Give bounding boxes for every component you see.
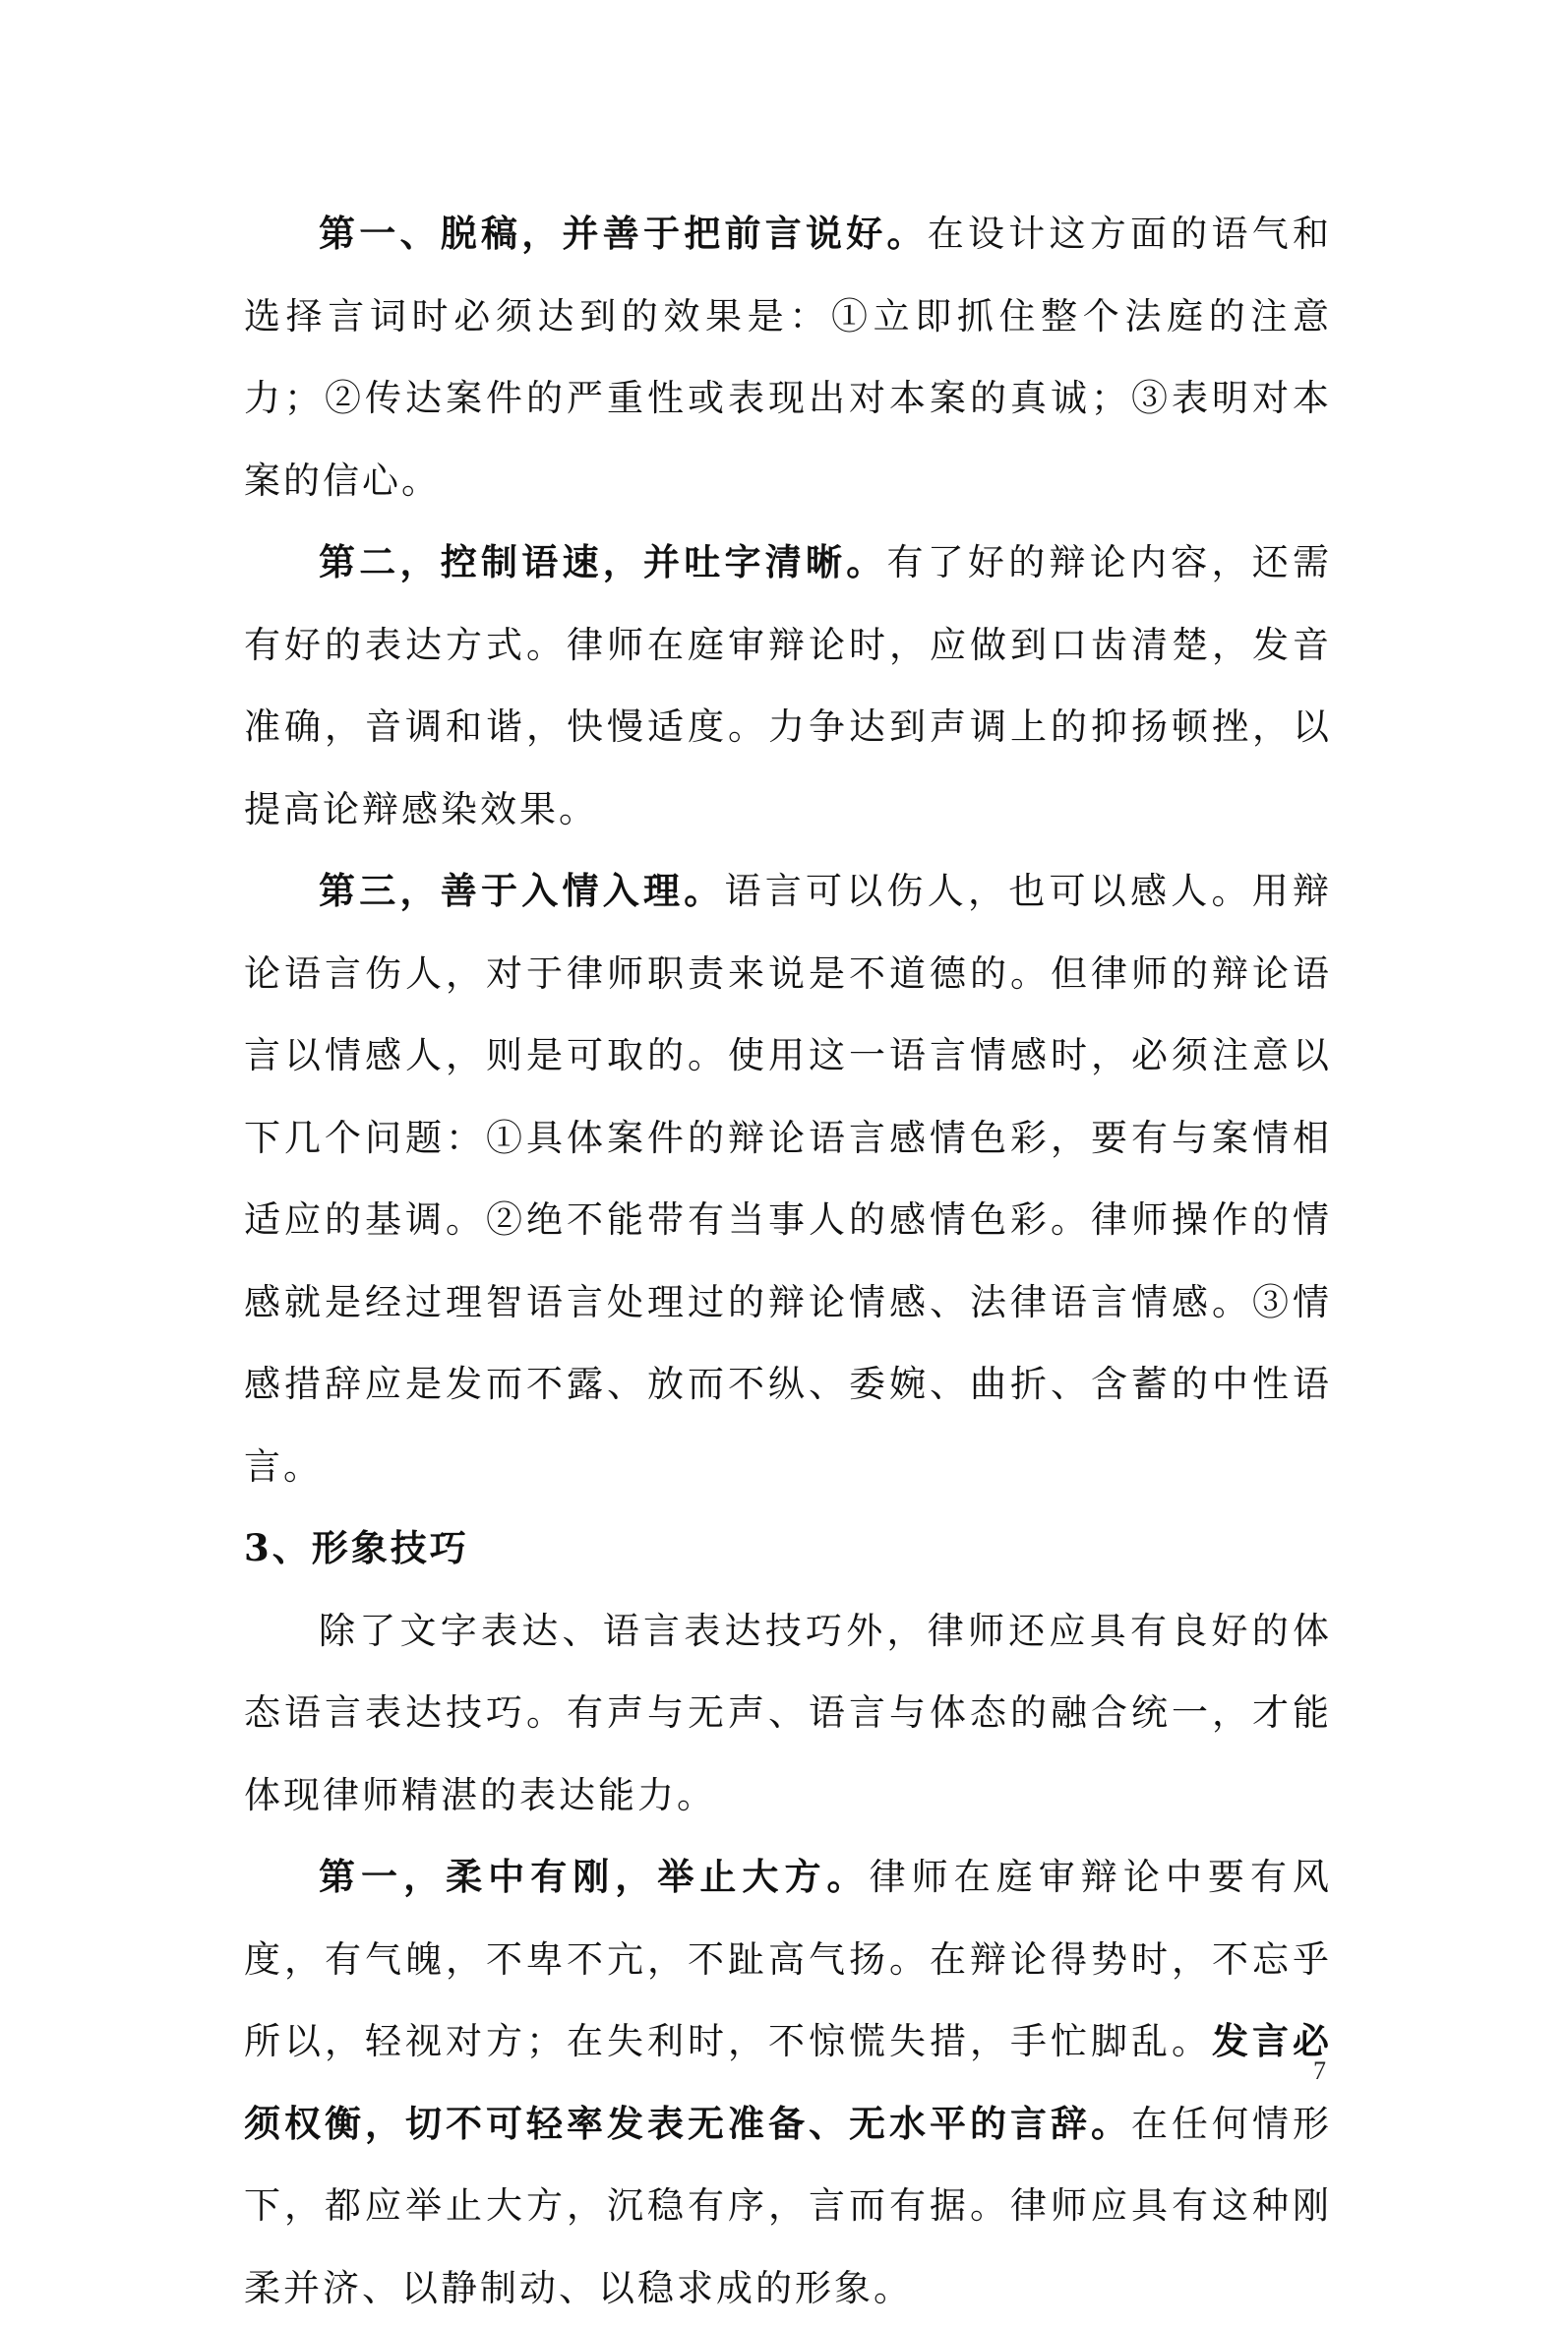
paragraph-2: [244, 521, 1332, 850]
paragraph-1-text: 在设计这方面的语气和选择言词时必须达到的效果是：①立即抓住整个法庭的注意力；②传达案件的严重性或表现出对本案的真诚；③表明对本案的信心。: [244, 213, 1332, 502]
paragraph-final: [244, 1836, 1332, 2329]
document-body: [244, 193, 1332, 2329]
paragraph-final-text-2: 在任何情形下，都应举止大方，沉稳有序，言而有据。律师应具有这种刚柔并济、以静制动、以稳求成的形象。: [244, 2102, 1332, 2309]
paragraph-3-lead: 第三，善于入情入理。: [319, 869, 725, 912]
paragraph-2-text: 有了好的辩论内容，还需有好的表达方式。律师在庭审辩论时，应做到口齿清楚，发音准确，音调和谐，快慢适度。力争达到声调上的抑扬顿挫，以提高论辩感染效果。: [244, 541, 1332, 830]
paragraph-2-lead: 第二，控制语速，并吐字清晰。: [319, 540, 887, 583]
page-number: 7: [1313, 2056, 1326, 2085]
paragraph-1: [244, 193, 1332, 521]
paragraph-final-emphasis: 发言必须权衡，切不可轻率发表无准备、无水平的言辞。: [244, 2019, 1332, 2145]
section-heading: 3、形象技巧: [244, 1526, 469, 1569]
paragraph-final-lead: 第一，柔中有刚，举止大方。: [319, 1855, 870, 1898]
section-intro: 除了文字表达、语言表达技巧外，律师还应具有良好的体态语言表达技巧。有声与无声、语言与体态的融合统一，才能体现律师精湛的表达能力。: [244, 1609, 1332, 1816]
paragraph-3-text: 语言可以伤人，也可以感人。用辩论语言伤人，对于律师职责来说是不道德的。但律师的辩论语言以情感人，则是可取的。使用这一语言情感时，必须注意以下几个问题：①具体案件的辩论语言感情色彩，要有与案情相适应的基调。②绝不能带有当事人的感情色彩。律师操作的情感就是经过理智语言处理过的辩论情感、法律语言情感。③情感措辞应是发而不露、放而不纵、委婉、曲折、含蓄的中性语言。: [244, 870, 1332, 1488]
paragraph-final-text-1: 律师在庭审辩论中要有风度，有气魄，不卑不亢，不趾高气扬。在辩论得势时，不忘乎所以，轻视对方；在失利时，不惊慌失措，手忙脚乱。: [244, 1856, 1333, 2062]
paragraph-3: [244, 850, 1332, 1507]
paragraph-1-lead: 第一、脱稿，并善于把前言说好。: [319, 212, 928, 255]
